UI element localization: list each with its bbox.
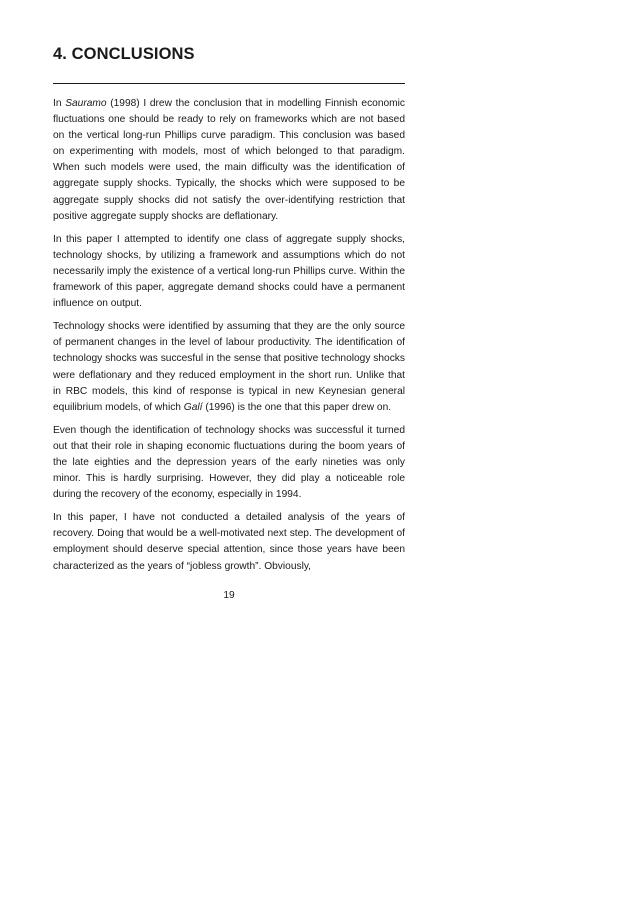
section-heading: 4. CONCLUSIONS	[53, 45, 195, 63]
paragraph-3-text: Technology shocks were identified by assuming that they are the only source of permanent changes in the level of labour productivity. The identification of technology shocks was succesful in the sense that positive technology shocks were deflationary and they reduced employment in the short run. Unlike that in RBC models, this kind of response is typical in new Keynesian general equilibrium models, of which	[53, 321, 405, 413]
paragraph-5: In this paper, I have not conducted a detailed analysis of the years of recovery. Doing that would be a well-motivated next step. The development of employment should deserve special attention, since those years have been characterized as the years of “jobless growth”. Obviously,	[53, 512, 405, 572]
section-body	[53, 96, 405, 582]
heading-rule	[53, 83, 405, 84]
page-number: 19	[223, 590, 235, 601]
paragraph-4: Even though the identification of technology shocks was successful it turned out that their role in shaping economic fluctuations during the boom years of the late eighties and the depression years of the early nineties was only minor. This is hardly surprising. However, they did play a noticeable role during the recovery of the economy, especially in 1994.	[53, 424, 405, 501]
paragraph-1-text: (1998) I drew the conclusion that in modelling Finnish economic fluctuations one should be ready to rely on frameworks which are not based on the vertical long-run Phillips curve paradigm. This conclusion was based on experimenting with models, most of which belonged to that paradigm. When such models were used, the main difficulty was the identification of aggregate supply shocks. Typically, the shocks which were supposed to be aggregate supply shocks did not satisfy the over-identifying restriction that positive aggregate supply shocks are deflationary.	[53, 98, 405, 222]
paragraph-3-tail: (1996) is the one that this paper drew on.	[202, 401, 392, 413]
citation-gali: Galí	[183, 401, 203, 413]
paragraph-3	[53, 319, 405, 416]
paragraph-2: In this paper I attempted to identify one class of aggregate supply shocks, technology shocks, by utilizing a framework and assumptions which do not necessarily imply the existence of a vertical long-run Phillips curve. Within the framework of this paper, aggregate demand shocks could have a permanent influence on output.	[53, 233, 405, 310]
citation-sauramo: Sauramo	[65, 98, 107, 109]
paragraph-1	[53, 96, 405, 225]
paragraph-1-lead: In	[53, 98, 66, 109]
